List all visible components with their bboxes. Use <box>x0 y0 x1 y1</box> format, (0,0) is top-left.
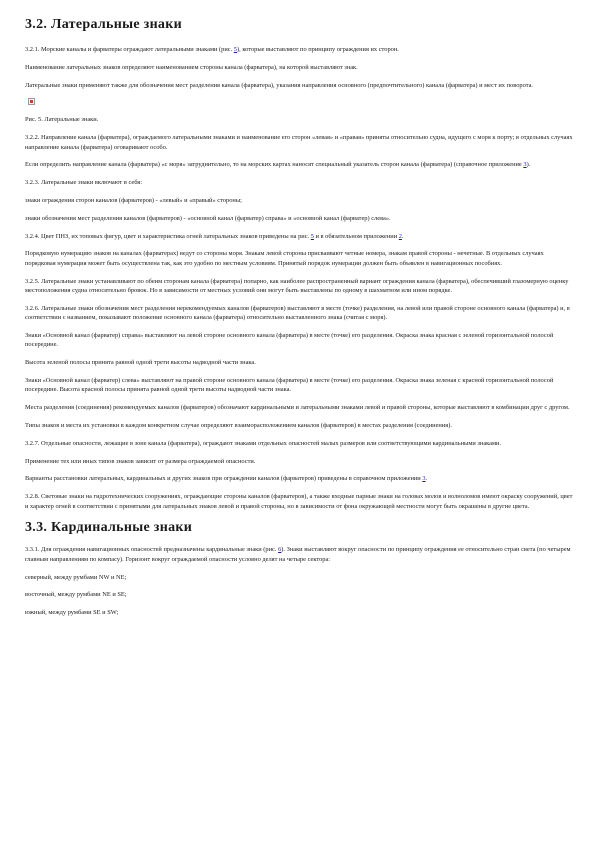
paragraph-3-2-2: 3.2.2. Направление канала (фарватера), ограждаемого латеральными знаками и наименование его сторон «левая» и «правая» приняты относительно судна, идущего с моря к порту; в отдельных случаях направление канала (фарватера) оговаривают особо. <box>25 134 573 151</box>
paragraph-3-2-8: 3.2.8. Световые знаки на гидротехнических сооружениях, ограждающие стороны каналов (фарватеров), а также входные парные знаки на головах молов и волноломов имеют окраску сооружений, цвет и характер огней в соответствии с принятыми для латеральных знаков левой и правой стороны, но в зависимости от фона окружающей местности могут быть окрашены в другие цвета. <box>25 493 573 510</box>
paragraph: Наименование латеральных знаков определяют наименованием стороны канала (фарватера), на которой выставляют знак. <box>25 63 358 71</box>
paragraph: знаки ограждения сторон каналов (фарватеров) - «левый» и «правый» стороны; <box>25 196 242 204</box>
list-item-south-sector: южный, между румбами SE и SW; <box>25 609 119 617</box>
broken-image-icon <box>28 98 35 105</box>
paragraph: Если определить направление канала (фарватера) «с моря» затруднительно, то на морских картах наносят специальный указатель сторон канала (фарватера) (справочное приложение 3). <box>25 161 531 169</box>
appendix-link-2[interactable]: 2 <box>398 232 402 240</box>
paragraph-3-2-6: 3.2.6. Латеральные знаки обозначения мест разделения нерекомендуемых каналов (фарватеров) выставляют в месте (точке) разделения, на левой или правой стороне основного канала (фарватера) и, в соответствии с названием, показывают положение основного канала (фарватера) относительно выставленного знака (считая с моря). <box>25 304 570 322</box>
paragraph: Варианты расстановки латеральных, кардинальных и других знаков при ограждении каналов (фарватеров) приведены в справочном приложении 3. <box>25 475 428 483</box>
paragraph: Высота зеленой полосы принята равной одной трети высоты надводной части знака. <box>25 359 256 367</box>
figure-link-5[interactable]: 5 <box>310 232 314 240</box>
figure-link-6[interactable]: 6 <box>278 546 282 554</box>
appendix-link-3[interactable]: 3 <box>422 475 426 483</box>
paragraph-3-2-1: 3.2.1. Морские каналы и фарватеры ограждают латеральными знаками (рис. 5), которые выставляют по принципу ограждения их сторон. <box>25 46 399 53</box>
paragraph: Знаки «Основной канал (фарватер) справа» выставляют на левой стороне основного канала (фарватера) в месте (точке) его разделения. Окраска знака красная с зеленой горизонтальной полосой посередине. <box>25 331 554 349</box>
appendix-link-3[interactable]: 3 <box>523 161 527 169</box>
figure-link-5[interactable]: 5 <box>233 46 237 53</box>
paragraph: Знаки «Основной канал (фарватер) слева» выставляют на правой стороне основного канала (фарватера) в месте (точке) его разделения. Окраска знака зеленая с красной горизонтальной полосой посередине. Высота красной полосы принята равной одной трети высоты надводной части знака. <box>25 376 554 394</box>
section-heading-cardinal-marks: 3.3. Кардинальные знаки <box>25 520 193 536</box>
list-item-east-sector: восточный, между румбами NE и SE; <box>25 591 127 599</box>
section-heading-lateral-marks: 3.2. Латеральные знаки <box>25 17 182 32</box>
paragraph: Порядковую нумерацию знаков на каналах (фарватерах) ведут со стороны моря. Знакам левой стороны присваивают четные номера, знакам правой стороны - нечетные. В отдельных случаях порядковая нумерация может быть осуществлена так, как это удобно по местным условиям. Принятый порядок нумерации должен быть объявлен в навигационных пособиях. <box>25 250 544 267</box>
list-item-north-sector: северный, между румбами NW и NE; <box>25 573 127 581</box>
paragraph-3-2-7: 3.2.7. Отдельные опасности, лежащие в зоне канала (фарватера), ограждают знаками отдельных опасностей малых размеров или соответствующими кардинальными знаками. <box>25 439 502 447</box>
paragraph-3-3-1: 3.3.1. Для ограждения навигационных опасностей предназначены кардинальные знаки (рис. 6). Знаки выставляют вокруг опасности по принципу ограждения ее относительно стран света (по четырем главным направлениям по компасу). Горизонт вокруг ограждаемой опасности условно делят на четыре сектора: <box>25 546 571 563</box>
paragraph: Типы знаков и места их установки в каждом конкретном случае определяют взаиморасположением каналов (фарватеров) в местах разделения (соединения). <box>25 421 452 429</box>
paragraph: знаки обозначения мест разделения каналов (фарватеров) - «основной канал (фарватер) справа» и «основной канал (фарватер) слева». <box>25 214 391 222</box>
paragraph: Латеральные знаки применяют также для обозначения мест разделения канала (фарватера), указания направления основного (предпочтительного) канала (фарватера) и мест их поворота. <box>25 81 533 89</box>
paragraph: Применение тех или иных типов знаков зависит от размера ограждаемой опасности. <box>25 457 256 465</box>
paragraph-3-2-4: 3.2.4. Цвет ПНЗ, их топовых фигур, цвет и характеристика огней латеральных знаков приведены на рис. 5 и в обязательном приложении 2. <box>25 232 404 240</box>
paragraph-3-2-5: 3.2.5. Латеральные знаки устанавливают по обеим сторонам канала (фарватера) попарно, как наиболее распространенный вариант ограждения канала (фарватера), обеспечивший глазомерную оценку местоположения судна относительно бровок. Но в зависимости от местных условий они могут быть выставлены по одному в шахматном или ином порядке. <box>25 277 569 294</box>
figure-caption: Рис. 5. Латеральные знаки. <box>25 116 99 124</box>
paragraph: Места разделения (соединения) рекомендуемых каналов (фарватеров) обозначают кардинальными и латеральными знаками левой и правой стороны, которые выставляют в комбинации друг с другом. <box>25 404 570 412</box>
paragraph-3-2-3: 3.2.3. Латеральные знаки включают в себя: <box>25 179 142 187</box>
document-page <box>25 16 574 626</box>
